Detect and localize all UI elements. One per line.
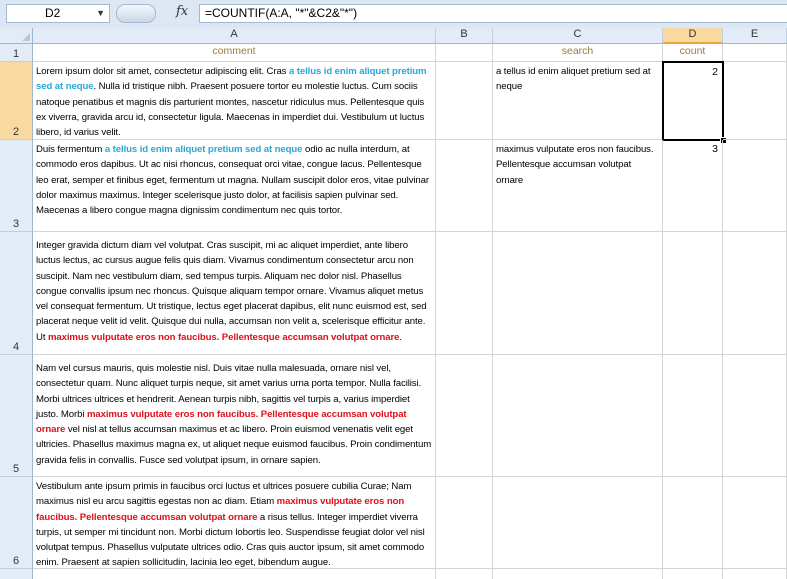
comment-text: . Nulla id tristique nibh. Praesent posuere tortor eu molestie luctus. Cum sociis natoque penatibus et magnis dis parturient montes, nascetur ridiculus mus. Pellentesque quis ex viverra, gravida arcu id, consectetur ligula. Maecenas in imperdiet dui. Vestibulum ut luctus libero, id varius velit. bbox=[36, 81, 425, 139]
cell-d3[interactable]: 3 bbox=[663, 140, 723, 232]
cell-c6[interactable] bbox=[493, 477, 663, 569]
comment-text: odio ac nulla interdum, at commodo eros dapibus. Ut ac nisi rhoncus, consequat orci vitae, congue lacus. Pellentesque leo erat, semper et finibus eget, fermentum ut magna. Nullam suscipit dolor eros, vitae pulvinar dolor maximus maximus. Integer scelerisque justo dolor, at facilisis sapien pulvinar sed. Maecenas a libero congue magna dignissim condimentum nec quis tortor. bbox=[36, 144, 429, 217]
column-header-b[interactable]: B bbox=[436, 28, 493, 44]
cell-c4[interactable] bbox=[493, 232, 663, 355]
cell-e7[interactable] bbox=[723, 569, 787, 579]
row-number: 6 bbox=[12, 555, 20, 567]
formula-input[interactable]: =COUNTIF(A:A, "*"&C2&"*") bbox=[199, 4, 787, 23]
row-header-1[interactable] bbox=[0, 44, 33, 62]
column-header-d[interactable]: D bbox=[663, 28, 723, 44]
column-header-a[interactable]: A bbox=[33, 28, 436, 44]
search-match-highlight: maximus vulputate eros non faucibus. Pellentesque accumsan volutpat ornare bbox=[36, 496, 405, 523]
comment-text: Duis fermentum bbox=[36, 144, 105, 155]
comment-text: vel nisl at tellus accumsan maximus et ac libero. Proin euismod venenatis velit eget ultricies. Phasellus maximus magna ex, ut aliquet neque euismod faucibus. Proin condimentum gravida felis in convallis. Fusce sed volutpat ipsum, in ornare sapien. bbox=[36, 424, 432, 466]
search-match-highlight: a tellus id enim aliquet pretium sed at neque bbox=[36, 66, 427, 93]
cell-d4[interactable] bbox=[663, 232, 723, 355]
row-number: 3 bbox=[12, 218, 20, 230]
search-match-highlight: a tellus id enim aliquet pretium sed at neque bbox=[104, 144, 303, 155]
cell-e6[interactable] bbox=[723, 477, 787, 569]
cell-a7[interactable] bbox=[33, 569, 436, 579]
cell-c5[interactable] bbox=[493, 355, 663, 477]
cell-b6[interactable] bbox=[436, 477, 493, 569]
row-header-2[interactable] bbox=[0, 62, 33, 140]
cell-b4[interactable] bbox=[436, 232, 493, 355]
cell-b2[interactable] bbox=[436, 62, 493, 140]
cell-d7[interactable] bbox=[663, 569, 723, 579]
comment-text: a risus tellus. Integer imperdiet viverra turpis, ut semper mi tincidunt non. Morbi dictum lobortis leo. Suspendisse feugiat dolor vel nisl volutpat tempus. Phasellus vulputate ultrices odio. Cras quis auctor ipsum, sit amet commodo enim. Praesent at sapien sollicitudin, lacinia leo eget, bibendum augue. bbox=[36, 511, 425, 569]
cell-b7[interactable] bbox=[436, 569, 493, 579]
row-header-4[interactable] bbox=[0, 232, 33, 355]
comment-text: Integer gravida dictum diam vel volutpat. Cras suscipit, mi ac aliquet imperdiet, ante libero luctus lectus, ac cursus augue felis quis diam. Vivamus condimentum consectetur arcu non suscipit. Nam nec vestibulum diam, sed tempus turpis. Aliquam nec dolor nisl. Phasellus congue convallis ipsum nec rhoncus. Quisque aliquam tempor ornare. Vivamus aliquet metus vel consequat fermentum. Ut tristique, lectus eget placerat dapibus, elit nunc euismod est, sed placerat neque velit id velit. Quisque dui nulla, accumsan non velit a, scelerisque efficitur ante. Ut bbox=[36, 240, 427, 343]
cell-b1[interactable] bbox=[436, 44, 493, 62]
cell-d6[interactable] bbox=[663, 477, 723, 569]
name-box-value: D2 bbox=[45, 6, 61, 20]
cell-e2[interactable] bbox=[723, 62, 787, 140]
formula-bar bbox=[0, 0, 787, 29]
cell-d5[interactable] bbox=[663, 355, 723, 477]
formula-bar-splitter[interactable] bbox=[116, 4, 156, 23]
row-number: 1 bbox=[12, 48, 20, 60]
row-header-7[interactable] bbox=[0, 569, 33, 579]
cell-c1[interactable]: search bbox=[493, 44, 663, 62]
cell-a6[interactable] bbox=[33, 477, 436, 569]
search-match-highlight: maximus vulputate eros non faucibus. Pellentesque accumsan volutpat ornare bbox=[47, 331, 400, 343]
cell-a3[interactable] bbox=[33, 140, 436, 232]
column-header-e[interactable]: E bbox=[723, 28, 787, 44]
chevron-down-icon[interactable]: ▼ bbox=[96, 8, 105, 18]
cell-e3[interactable] bbox=[723, 140, 787, 232]
comment-text: Nam vel cursus mauris, quis molestie nisl. Duis vitae nulla malesuada, ornare nisl vel, consectetur quam. Nunc aliquet turpis neque, sit amet varius urna porta tempor. Nulla facilisi. Morbi ultrices ultrices et hendrerit. Aenean turpis nibh, sagittis vel turpis a, varius imperdiet justo. Morbi bbox=[36, 363, 422, 420]
name-box[interactable] bbox=[6, 4, 110, 23]
row-header-5[interactable] bbox=[0, 355, 33, 477]
cell-a1[interactable]: comment bbox=[33, 44, 436, 62]
cell-e4[interactable] bbox=[723, 232, 787, 355]
cell-b3[interactable] bbox=[436, 140, 493, 232]
cell-e5[interactable] bbox=[723, 355, 787, 477]
cell-d2-selected[interactable]: 2 bbox=[662, 61, 724, 141]
search-match-highlight: maximus vulputate eros non faucibus. Pellentesque accumsan volutpat ornare bbox=[36, 408, 407, 436]
row-number: 5 bbox=[12, 463, 20, 475]
insert-function-icon[interactable]: fx bbox=[176, 4, 189, 19]
cell-a5[interactable] bbox=[33, 355, 436, 477]
cell-d1[interactable]: count bbox=[663, 44, 723, 62]
column-header-c[interactable]: C bbox=[493, 28, 663, 44]
row-number: 2 bbox=[12, 126, 20, 138]
cell-b5[interactable] bbox=[436, 355, 493, 477]
cell-c2[interactable]: a tellus id enim aliquet pretium sed at neque bbox=[493, 62, 663, 140]
cell-c7[interactable] bbox=[493, 569, 663, 579]
comment-text: . bbox=[399, 331, 402, 343]
row-header-6[interactable] bbox=[0, 477, 33, 569]
select-all-corner[interactable] bbox=[0, 28, 33, 44]
cell-a2[interactable] bbox=[33, 62, 436, 140]
cell-a4[interactable] bbox=[33, 232, 436, 355]
comment-text: Lorem ipsum dolor sit amet, consectetur adipiscing elit. Cras bbox=[36, 66, 289, 77]
row-header-3[interactable] bbox=[0, 140, 33, 232]
comment-text: Vestibulum ante ipsum primis in faucibus orci luctus et ultrices posuere cubilia Curae; Nam maximus nisl eu arcu sagittis egestas non ac diam. Etiam bbox=[36, 481, 412, 508]
cell-c3[interactable]: maximus vulputate eros non faucibus. Pellentesque accumsan volutpat ornare bbox=[493, 140, 663, 232]
row-number: 4 bbox=[12, 341, 20, 353]
cell-e1[interactable] bbox=[723, 44, 787, 62]
